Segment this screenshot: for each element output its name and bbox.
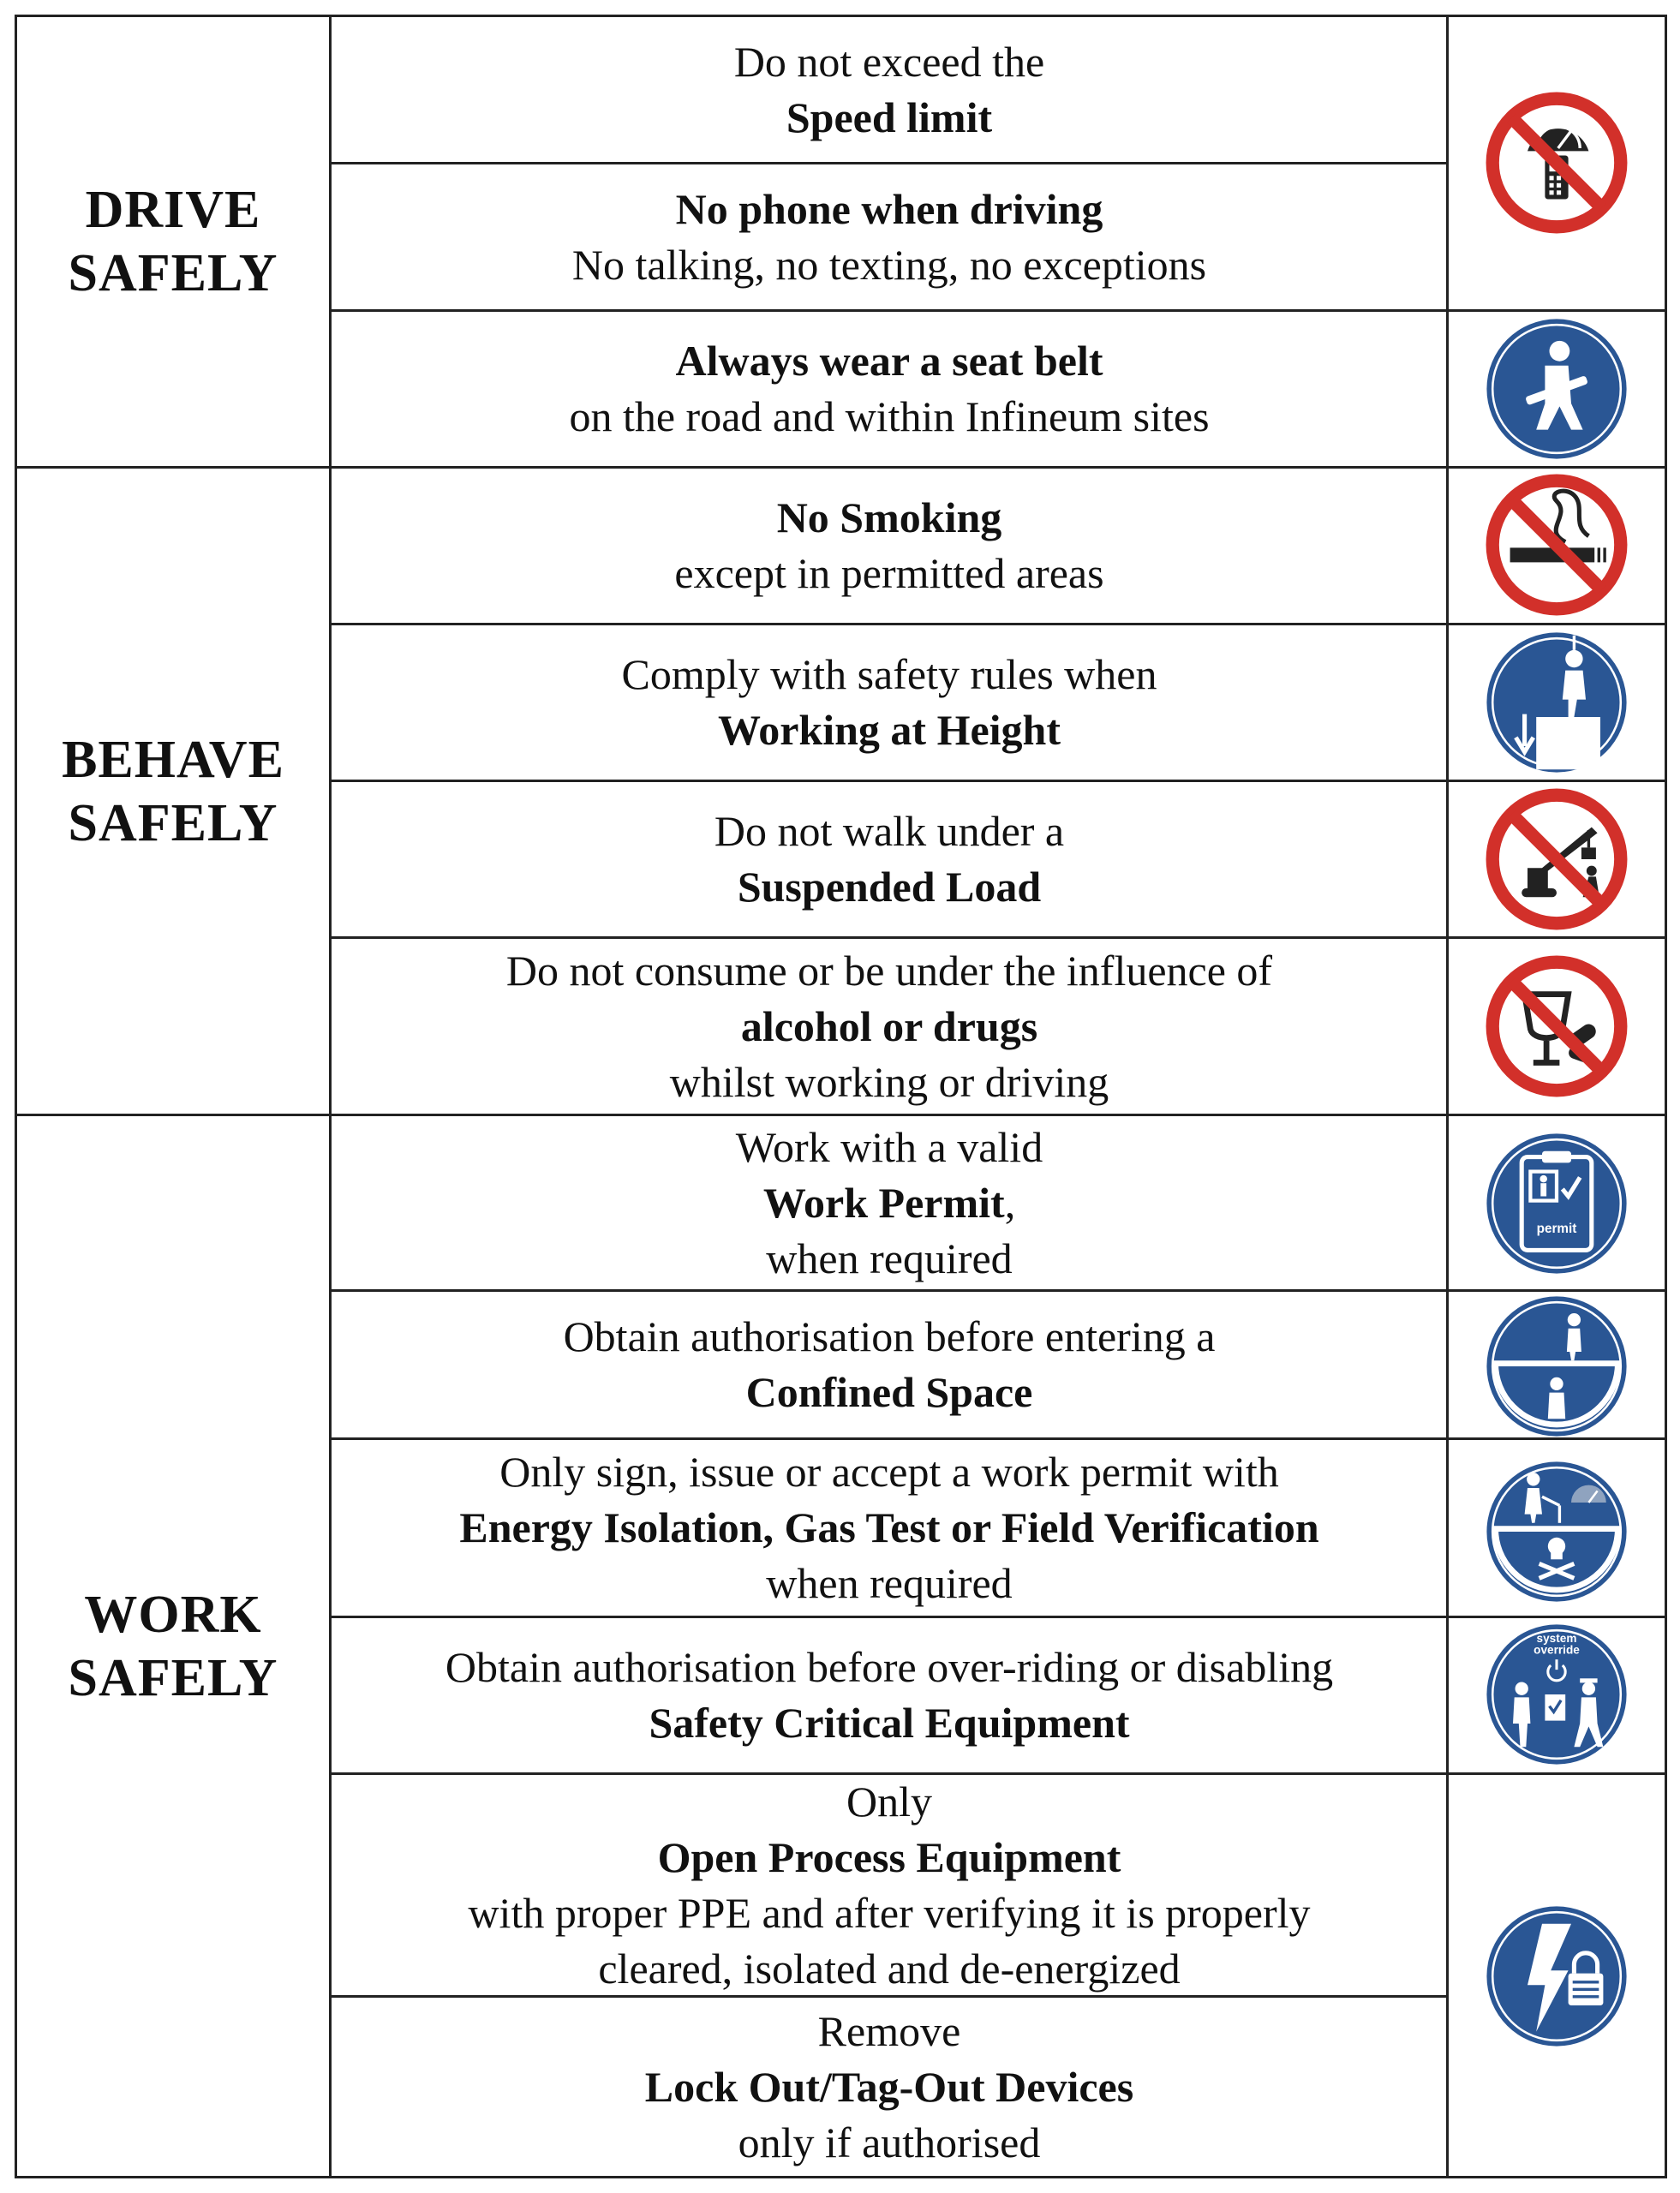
rule-working-at-height [331, 625, 1448, 780]
rule-title: Suspended Load [737, 863, 1042, 911]
category-behave-safely [15, 469, 331, 1114]
category-label: SAFELY [68, 1648, 278, 1707]
no-walking-under-load-icon [1484, 786, 1629, 932]
no-smoking-icon [1484, 472, 1629, 618]
no-phone-speed-icon [1484, 90, 1629, 236]
rule-title: alcohol or drugs [740, 1001, 1038, 1050]
rule-title: Confined Space [745, 1368, 1033, 1416]
rule-no-phone [331, 164, 1448, 309]
rule-title: Energy Isolation, Gas Test or Field Verification [459, 1503, 1319, 1551]
category-drive-safely [15, 17, 331, 466]
rule-text: Obtain authorisation before entering a [563, 1312, 1216, 1360]
rule-text: Do not exceed the [733, 37, 1045, 86]
category-work-safely [15, 1116, 331, 2176]
electrical-lockout-icon [1484, 1903, 1629, 2049]
rule-work-permit [331, 1116, 1448, 1289]
table-border-bottom [15, 2176, 1667, 2178]
rule-text: Only sign, issue or accept a work permit with [499, 1448, 1279, 1496]
rule-title: Open Process Equipment [657, 1832, 1121, 1881]
rule-title: No phone when driving [675, 184, 1103, 233]
category-label: SAFELY [68, 793, 278, 852]
fall-protection-icon [1484, 630, 1629, 775]
category-label: SAFELY [68, 244, 278, 302]
override-icon-label: override [1534, 1643, 1580, 1657]
rule-text: on the road and within Infineum sites [569, 392, 1210, 440]
rule-open-process-equipment [331, 1775, 1448, 1995]
rule-safety-critical-equipment [331, 1618, 1448, 1772]
rule-text: Comply with safety rules when [621, 650, 1157, 698]
rule-suspended-load [331, 782, 1448, 936]
rule-title: Always wear a seat belt [675, 337, 1103, 385]
confined-space-icon [1484, 1294, 1629, 1439]
rule-title: Working at Height [717, 706, 1061, 754]
rule-text: Remove [817, 2006, 961, 2055]
system-override-icon [1484, 1622, 1629, 1767]
rule-text: with proper PPE and after verifying it is properly [468, 1888, 1311, 1937]
rule-text: Do not consume or be under the influence of [505, 946, 1273, 995]
rule-speed-limit [331, 17, 1448, 162]
rule-text: whilst working or driving [669, 1057, 1109, 1106]
rule-title: No Smoking [776, 493, 1002, 541]
energy-isolation-gas-test-icon [1484, 1459, 1629, 1604]
rule-text: when required [766, 1234, 1013, 1282]
seat-belt-icon [1484, 316, 1629, 462]
category-label: BEHAVE [62, 730, 284, 789]
rule-text: except in permitted areas [674, 549, 1104, 597]
rule-text: No talking, no texting, no exceptions [571, 240, 1207, 289]
table-border-right [1665, 15, 1667, 2178]
rule-text: Obtain authorisation before over-riding or disabling [445, 1643, 1334, 1691]
rule-alcohol-drugs [331, 939, 1448, 1114]
work-permit-icon [1484, 1131, 1629, 1276]
category-label: WORK [84, 1585, 262, 1644]
rule-title: Work Permit [762, 1178, 1005, 1227]
rule-text: when required [766, 1559, 1013, 1607]
category-label: DRIVE [85, 181, 261, 239]
permit-icon-label: permit [1536, 1222, 1577, 1236]
rule-text: Only [846, 1777, 932, 1826]
rule-energy-isolation [331, 1440, 1448, 1616]
rule-lockout-tagout [331, 1998, 1448, 2176]
rule-title: Safety Critical Equipment [649, 1699, 1130, 1747]
rule-text: cleared, isolated and de-energized [598, 1944, 1181, 1993]
no-alcohol-drugs-icon [1484, 953, 1629, 1099]
rule-no-smoking [331, 469, 1448, 623]
rule-confined-space [331, 1292, 1448, 1437]
rule-seat-belt [331, 312, 1448, 466]
rule-text: , [1004, 1178, 1016, 1227]
override-icon-label: system [1536, 1631, 1577, 1645]
rule-text: Work with a valid [735, 1122, 1043, 1171]
rule-title: Speed limit [786, 93, 993, 141]
rule-text: only if authorised [738, 2118, 1041, 2166]
rule-title: Lock Out/Tag-Out Devices [644, 2062, 1134, 2111]
rule-text: Do not walk under a [714, 807, 1065, 855]
